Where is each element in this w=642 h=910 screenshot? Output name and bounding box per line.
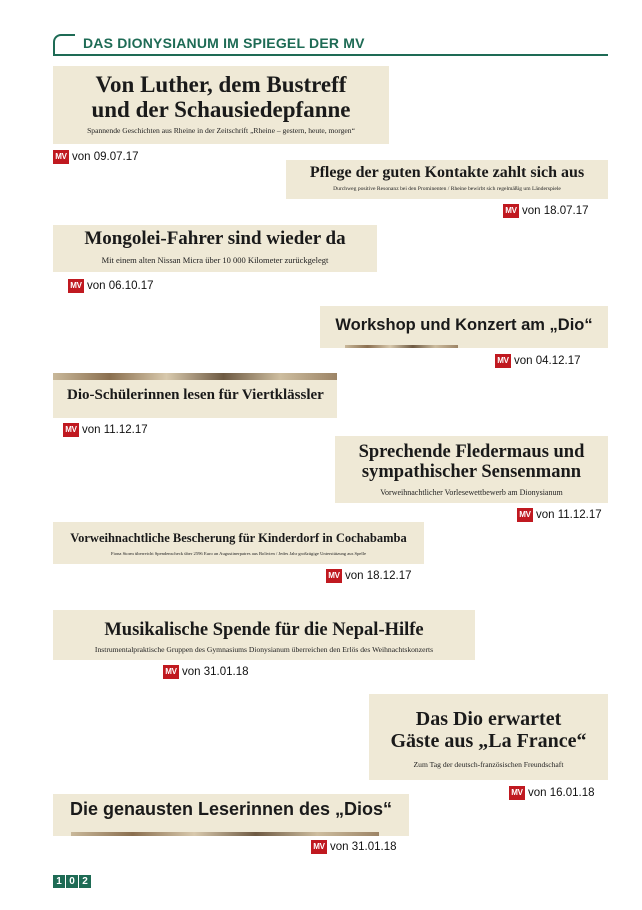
- clip-subline: Durchweg positive Resonanz bei den Prominenten / Rheine bewirbt sich regelmäßig um Länderspiele: [333, 185, 561, 192]
- clip-date: MV von 06.10.17: [68, 278, 154, 294]
- clip-fledermaus: [335, 436, 608, 503]
- clip-headline: Vorweihnachtliche Bescherung für Kinderdorf in Cochabamba: [70, 531, 407, 545]
- clip-headline: Die genausten Leserinnen des „Dios“: [69, 799, 393, 819]
- clip-date: MV von 18.07.17: [503, 203, 589, 219]
- clip-date: MV von 11.12.17: [63, 422, 148, 438]
- clip-date: MV von 31.01.18: [311, 839, 397, 855]
- clip-la-france: [369, 694, 608, 780]
- clip-cochabamba: [53, 522, 424, 564]
- mv-logo: MV: [495, 354, 511, 368]
- clip-headline: Von Luther, dem Bustreff und der Schausiedepfanne: [91, 72, 351, 123]
- section-header: [53, 34, 608, 56]
- page-number: 1 0 2: [53, 875, 91, 888]
- clip-subline: Zum Tag der deutsch-französischen Freundschaft: [413, 760, 564, 769]
- clip-headline: Mongolei-Fahrer sind wieder da: [84, 228, 346, 249]
- photo-strip: [345, 345, 458, 348]
- clip-leserinnen: [53, 794, 409, 836]
- clip-date: MV von 16.01.18: [509, 785, 595, 801]
- mv-logo: MV: [68, 279, 84, 293]
- clip-subline: Mit einem alten Nissan Micra über 10 000 Kilometer zurückgelegt: [101, 254, 329, 265]
- clip-headline: Pflege der guten Kontakte zahlt sich aus: [309, 164, 585, 181]
- clip-date: MV von 09.07.17: [53, 149, 139, 165]
- clip-nepal: [53, 610, 475, 660]
- clip-headline: Musikalische Spende für die Nepal-Hilfe: [104, 620, 424, 640]
- mv-logo: MV: [517, 508, 533, 522]
- clip-headline: Sprechende Fledermaus und sympathischer Sensenmann: [358, 442, 585, 483]
- mv-logo: MV: [163, 665, 179, 679]
- clip-kontakte: [286, 160, 608, 199]
- clip-viertklaessler: [53, 373, 337, 418]
- clip-date: MV von 04.12.17: [495, 353, 581, 369]
- clip-subline: Spannende Geschichten aus Rheine in der Zeitschrift „Rheine – gestern, heute, morgen“: [87, 125, 355, 135]
- clip-date: MV von 18.12.17: [326, 568, 412, 584]
- clip-headline: Dio-Schülerinnen lesen für Viertklässler: [67, 387, 324, 403]
- clip-headline: Das Dio erwartet Gäste aus „La France“: [390, 708, 587, 752]
- clip-subline: Instrumentalpraktische Gruppen des Gymnasiums Dionysianum überreichen den Erlös des Weihnachtskonzerts: [94, 645, 434, 655]
- mv-logo: MV: [311, 840, 327, 854]
- clip-mongolei: [53, 225, 377, 272]
- header-rule: [53, 54, 608, 56]
- clip-date: MV von 11.12.17: [517, 507, 602, 523]
- mv-logo: MV: [503, 204, 519, 218]
- photo-strip: [53, 373, 337, 380]
- mv-logo: MV: [326, 569, 342, 583]
- clip-date: MV von 31.01.18: [163, 664, 249, 680]
- header-corner-decoration: [53, 34, 75, 54]
- clip-subline: Vorweihnachtlicher Vorlesewettbewerb am Dionysianum: [380, 487, 563, 497]
- mv-logo: MV: [53, 150, 69, 164]
- clip-subline: Fiona Storm überreicht Spendenscheck über 2596 Euro an Augustinerpatres aus Bolivien / Jedes Jahr großzügige Unterstützung aus Spelle: [110, 550, 367, 556]
- clip-workshop: [320, 306, 608, 348]
- mv-logo: MV: [63, 423, 79, 437]
- clip-luther: [53, 66, 389, 144]
- photo-strip: [71, 832, 379, 836]
- clip-headline: Workshop und Konzert am „Dio“: [335, 316, 593, 334]
- section-title: DAS DIONYSIANUM IM SPIEGEL DER MV: [83, 35, 365, 51]
- mv-logo: MV: [509, 786, 525, 800]
